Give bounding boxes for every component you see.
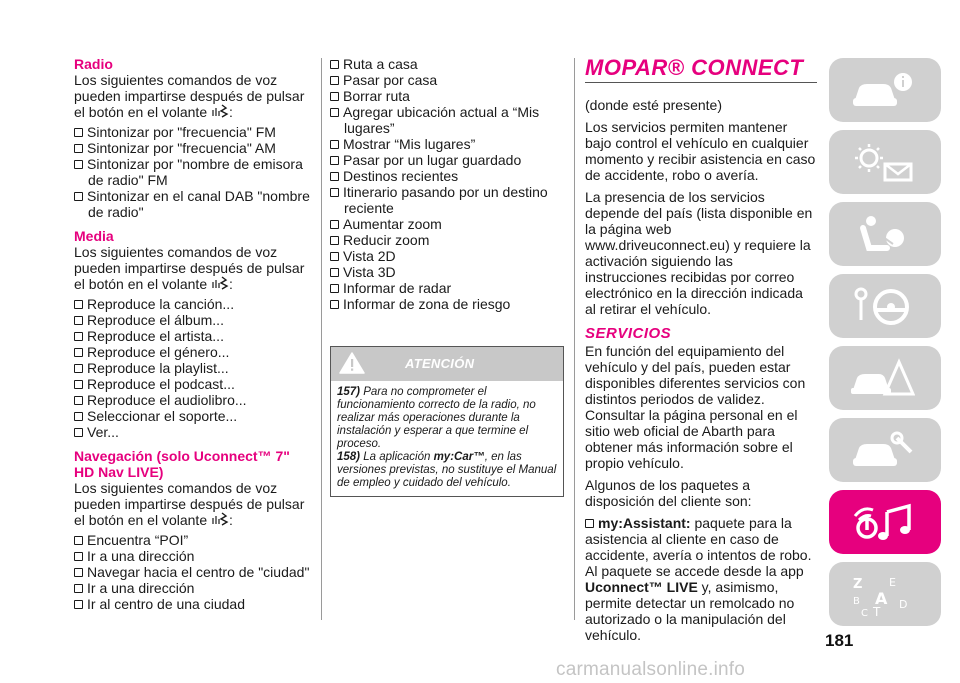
list-item-text: Ver... <box>87 424 119 440</box>
warning-note-157 <box>337 386 557 451</box>
servicios-text <box>585 343 817 509</box>
checkbox-bullet-icon <box>74 316 83 325</box>
checkbox-bullet-icon <box>330 92 339 101</box>
checkbox-bullet-icon <box>74 552 83 561</box>
list-item-text: Pasar por casa <box>343 72 438 88</box>
note-number: 158) <box>337 451 361 463</box>
note-number: 157) <box>337 386 361 398</box>
list-item <box>330 152 564 168</box>
voice-command-icon <box>211 512 229 526</box>
tab-warning-lights[interactable] <box>829 130 941 194</box>
tab-safety[interactable] <box>829 202 941 266</box>
warning-lights-icon <box>851 142 915 184</box>
list-item-text: Sintonizar por "frecuencia" FM <box>87 124 276 140</box>
list-item <box>330 232 564 248</box>
list-item <box>74 596 310 612</box>
list-item-text: Encuentra “POI” <box>87 532 189 548</box>
column-divider <box>574 58 575 620</box>
checkbox-bullet-icon <box>74 600 83 609</box>
warning-title: ATENCIÓN <box>405 356 475 371</box>
list-item <box>330 248 564 264</box>
list-item <box>74 312 310 328</box>
list-item <box>74 532 310 548</box>
navigation-command-list <box>74 532 310 612</box>
title-rule <box>585 82 817 83</box>
list-item-text: Reproduce el género... <box>87 344 230 360</box>
list-item-text: Agregar ubicación actual a “Mis lugares” <box>343 104 540 136</box>
radio-intro-text: Los siguientes comandos de voz pueden impartirse después de pulsar el botón en el volante <box>74 72 305 120</box>
index-icon <box>851 574 915 616</box>
list-item <box>330 88 564 104</box>
svg-text:Z: Z <box>853 577 863 592</box>
assistant-tail: y, asimismo, permite detectar un remolcado no autorizado o la manipulación del vehículo. <box>585 579 795 643</box>
checkbox-bullet-icon <box>330 76 339 85</box>
warning-note-158 <box>337 451 557 490</box>
steering-key-icon <box>851 286 915 328</box>
navigation-command-list-continued <box>330 56 564 312</box>
multimedia-icon <box>851 502 915 544</box>
list-item <box>74 548 310 564</box>
navigation-intro-text: Los siguientes comandos de voz pueden impartirse después de pulsar el botón en el volante <box>74 480 305 528</box>
list-item <box>74 156 310 188</box>
list-item-text: Informar de zona de riesgo <box>343 296 511 312</box>
assistant-label: my:Assistant: <box>598 515 691 531</box>
tab-multimedia[interactable] <box>829 490 941 554</box>
svg-text:B: B <box>853 596 860 607</box>
list-item-text: Ir al centro de una ciudad <box>87 596 245 612</box>
checkbox-bullet-icon <box>74 332 83 341</box>
paragraph: En función del equipamiento del vehículo y del país, pueden estar disponibles diferentes servicios con distintos periodos de validez. Consultar la página personal en el sitio web oficial de Abarth para obtener más información sobre el propio vehículo. <box>585 343 806 471</box>
checkbox-bullet-icon <box>74 192 83 201</box>
checkbox-bullet-icon <box>330 188 339 197</box>
voice-command-icon <box>211 276 229 290</box>
column-divider <box>321 58 322 620</box>
list-item-text: Sintonizar por "nombre de emisora de radio" FM <box>87 156 303 188</box>
list-item-text: Sintonizar por "frecuencia" AM <box>87 140 276 156</box>
checkbox-bullet-icon <box>74 144 83 153</box>
paragraph: (donde esté presente) <box>585 97 722 113</box>
list-item <box>74 344 310 360</box>
tab-maintenance[interactable] <box>829 418 941 482</box>
note-text: Para no comprometer el funcionamiento correcto de la radio, no realizar más operaciones durante la instalación y esperar a que termine el proceso. <box>337 386 536 450</box>
svg-text:C: C <box>861 608 868 616</box>
seat-airbag-icon <box>851 214 915 256</box>
column-1 <box>74 56 310 612</box>
voice-command-icon <box>211 104 229 118</box>
list-item-text: Informar de radar <box>343 280 452 296</box>
warning-triangle-icon <box>339 351 365 375</box>
checkbox-bullet-icon <box>330 156 339 165</box>
mopar-connect-title: MOPAR® CONNECT <box>585 55 804 80</box>
svg-text:T: T <box>873 605 881 616</box>
column-3 <box>585 56 817 643</box>
checkbox-bullet-icon <box>330 300 339 309</box>
radio-intro <box>74 72 310 120</box>
page-number: 181 <box>825 631 854 650</box>
checkbox-bullet-icon <box>330 220 339 229</box>
watermark-text: carmanualsonline.info <box>556 659 746 680</box>
list-item-text: Navegar hacia el centro de "ciudad" <box>87 564 310 580</box>
list-item <box>74 140 310 156</box>
navigation-intro <box>74 480 310 528</box>
checkbox-bullet-icon <box>330 284 339 293</box>
svg-text:A: A <box>875 589 888 608</box>
tab-car-info[interactable] <box>829 58 941 122</box>
column-2 <box>330 56 564 497</box>
list-item <box>74 564 310 580</box>
list-item-text: Reproduce el podcast... <box>87 376 235 392</box>
list-item-text: Reducir zoom <box>343 232 430 248</box>
list-item <box>74 424 310 440</box>
navigation-heading: Navegación (solo Uconnect™ 7" HD Nav LIVE) <box>74 448 290 480</box>
list-item <box>74 580 310 596</box>
checkbox-bullet-icon <box>330 268 339 277</box>
list-item-text: Ir a una dirección <box>87 548 195 564</box>
breakdown-icon <box>851 358 915 400</box>
list-item <box>330 264 564 280</box>
warning-header <box>331 347 563 381</box>
list-item <box>330 136 564 152</box>
car-info-icon <box>851 70 915 112</box>
media-command-list <box>74 296 310 440</box>
list-item <box>74 376 310 392</box>
checkbox-bullet-icon <box>74 536 83 545</box>
list-item <box>330 296 564 312</box>
assistant-item <box>585 515 817 643</box>
list-item-text: Borrar ruta <box>343 88 410 104</box>
list-item-text: Seleccionar el soporte... <box>87 408 238 424</box>
checkbox-bullet-icon <box>74 300 83 309</box>
list-item-text: Destinos recientes <box>343 168 459 184</box>
navigation-intro-colon: : <box>229 512 233 528</box>
uconnect-label: Uconnect™ LIVE <box>585 579 698 595</box>
warning-body <box>331 381 563 496</box>
media-intro <box>74 244 310 292</box>
checkbox-bullet-icon <box>330 172 339 181</box>
list-item <box>74 408 310 424</box>
list-item-text: Reproduce el artista... <box>87 328 224 344</box>
mopar-intro <box>585 97 817 317</box>
tab-index[interactable] <box>829 562 941 626</box>
list-item-text: Vista 3D <box>343 264 396 280</box>
checkbox-bullet-icon <box>585 519 594 528</box>
list-item-text: Reproduce la playlist... <box>87 360 229 376</box>
list-item-text: Aumentar zoom <box>343 216 442 232</box>
checkbox-bullet-icon <box>74 364 83 373</box>
media-heading: Media <box>74 228 114 244</box>
checkbox-bullet-icon <box>330 252 339 261</box>
tab-emergency[interactable] <box>829 346 941 410</box>
list-item <box>330 104 564 136</box>
maintenance-icon <box>851 430 915 472</box>
checkbox-bullet-icon <box>74 396 83 405</box>
tab-starting-driving[interactable] <box>829 274 941 338</box>
checkbox-bullet-icon <box>74 348 83 357</box>
list-item <box>330 72 564 88</box>
list-item-text: Reproduce la canción... <box>87 296 235 312</box>
radio-intro-colon: : <box>229 104 233 120</box>
list-item <box>74 328 310 344</box>
list-item <box>74 124 310 140</box>
paragraph: Algunos de los paquetes a disposición del cliente son: <box>585 477 752 509</box>
list-item <box>330 280 564 296</box>
media-intro-colon: : <box>229 276 233 292</box>
media-intro-text: Los siguientes comandos de voz pueden impartirse después de pulsar el botón en el volante <box>74 244 305 292</box>
list-item-text: Mostrar “Mis lugares” <box>343 136 476 152</box>
list-item-text: Ruta a casa <box>343 56 418 72</box>
checkbox-bullet-icon <box>74 428 83 437</box>
checkbox-bullet-icon <box>74 128 83 137</box>
list-item <box>74 360 310 376</box>
checkbox-bullet-icon <box>330 108 339 117</box>
list-item-text: Sintonizar en el canal DAB "nombre de radio" <box>87 188 310 220</box>
app-name: my:Car™ <box>433 451 485 463</box>
servicios-heading: SERVICIOS <box>585 325 672 342</box>
list-item-text: Pasar por un lugar guardado <box>343 152 522 168</box>
list-item <box>330 184 564 216</box>
paragraph: La presencia de los servicios depende del país (lista disponible en la página web www.driveuconnect.eu) y requiere la activación siguiendo las instrucciones recibidas por correo electrónico en la dirección indicada al retirar el vehículo. <box>585 189 813 317</box>
list-item-text: Reproduce el álbum... <box>87 312 224 328</box>
list-item <box>74 188 310 220</box>
list-item-text: Vista 2D <box>343 248 396 264</box>
radio-command-list <box>74 124 310 220</box>
list-item <box>74 296 310 312</box>
list-item <box>74 392 310 408</box>
list-item-text: Ir a una dirección <box>87 580 195 596</box>
checkbox-bullet-icon <box>330 140 339 149</box>
checkbox-bullet-icon <box>330 60 339 69</box>
note-text: La aplicación <box>363 451 431 463</box>
svg-text:D: D <box>899 598 908 611</box>
checkbox-bullet-icon <box>74 584 83 593</box>
list-item-text: Reproduce el audiolibro... <box>87 392 247 408</box>
list-item <box>330 168 564 184</box>
svg-text:E: E <box>889 576 896 589</box>
list-item-text: Itinerario pasando por un destino reciente <box>343 184 548 216</box>
note-text: , en las versiones previstas, no sustituye el Manual de empleo y cuidado del vehículo. <box>337 451 557 489</box>
checkbox-bullet-icon <box>330 236 339 245</box>
checkbox-bullet-icon <box>74 160 83 169</box>
radio-heading: Radio <box>74 56 113 72</box>
list-item <box>330 56 564 72</box>
checkbox-bullet-icon <box>74 568 83 577</box>
list-item <box>330 216 564 232</box>
warning-box <box>330 346 564 497</box>
assistant-text: paquete para la asistencia al cliente en caso de accidente, avería o intentos de robo. Al paquete se accede desde la app <box>585 515 812 579</box>
checkbox-bullet-icon <box>74 412 83 421</box>
paragraph: Los servicios permiten mantener bajo control el vehículo en cualquier momento y recibir asistencia en caso de accidente, robo o avería. <box>585 119 816 183</box>
checkbox-bullet-icon <box>74 380 83 389</box>
